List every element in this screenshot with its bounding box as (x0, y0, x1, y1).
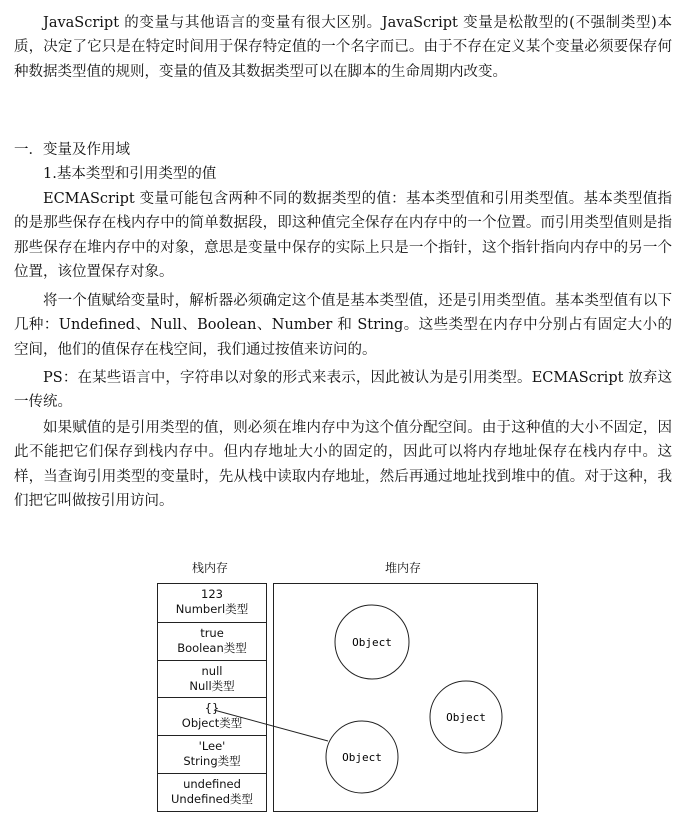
assign-paragraph: 将一个值赋给变量时，解析器必须确定这个值是基本类型值，还是引用类型值。基本类型值有以下几种：Undefined、Null、Boolean、Number 和 String。这些类型在内存中分别占有固定大小的空间，他们的值保存在栈空间，我们通过按值来访问的。 (14, 293, 672, 358)
heap-object-label: Object (342, 751, 382, 764)
subsection-heading: 1.基本类型和引用类型的值 (43, 166, 217, 182)
stack-cell-type: Object类型 (181, 716, 243, 730)
stack-cell-type: Numberl类型 (175, 602, 249, 616)
heap-memory-title: 堆内存 (385, 561, 422, 575)
stack-cell-value: 'Lee' (198, 739, 226, 753)
stack-cell-type: String类型 (183, 754, 241, 768)
basic-types-paragraph: ECMAScript 变量可能包含两种不同的数据类型的值：基本类型值和引用类型值。基本类型值指的是那些保存在栈内存中的简单数据段，即这种值完全保存在内存中的一个位置。而引用类型值则是指那些保存在堆内存中的对象，意思是变量中保存的实际上只是一个指针，这个指针指向内存中的另一个位置，该位置保存对象。 (14, 191, 672, 280)
stack-cell-value: null (201, 664, 223, 678)
heap-object-label: Object (446, 711, 486, 724)
stack-memory-title: 栈内存 (192, 561, 229, 575)
reference-paragraph: 如果赋值的是引用类型的值，则必须在堆内存中为这个值分配空间。由于这种值的大小不固定，因此不能把它们保存到栈内存中。但内存地址大小的固定的，因此可以将内存地址保存在栈内存中。这样，当查询引用类型的变量时，先从栈中读取内存地址，然后再通过地址找到堆中的值。对于这种，我们把它叫做按引用访问。 (14, 420, 672, 509)
heap-objects-svg (0, 545, 685, 822)
stack-cell-value: 123 (201, 587, 223, 601)
ps-paragraph: PS：在某些语言中，字符串以对象的形式来表示，因此被认为是引用类型。ECMAScript 放弃这一传统。 (14, 370, 672, 411)
section-heading: 一．变量及作用域 (14, 142, 130, 158)
reference-pointer-line (214, 710, 328, 741)
stack-cell-value: {} (204, 701, 220, 715)
stack-cell-value: true (200, 626, 224, 640)
intro-paragraph: JavaScript 的变量与其他语言的变量有很大区别。JavaScript 变量是松散型的(不强制类型)本质，决定了它只是在特定时间用于保存特定值的一个名字而已。由于不存在定义某个变量必须要保存何种数据类型值的规则，变量的值及其数据类型可以在脚本的生命周期内改变。 (14, 15, 672, 80)
heap-object-label: Object (352, 636, 392, 649)
stack-cell-type: Null类型 (189, 679, 235, 693)
stack-cell-type: Boolean类型 (177, 641, 247, 655)
memory-diagram (0, 545, 685, 822)
stack-cell-type: Undefined类型 (171, 792, 253, 806)
stack-cell-value: undefined (183, 777, 241, 791)
